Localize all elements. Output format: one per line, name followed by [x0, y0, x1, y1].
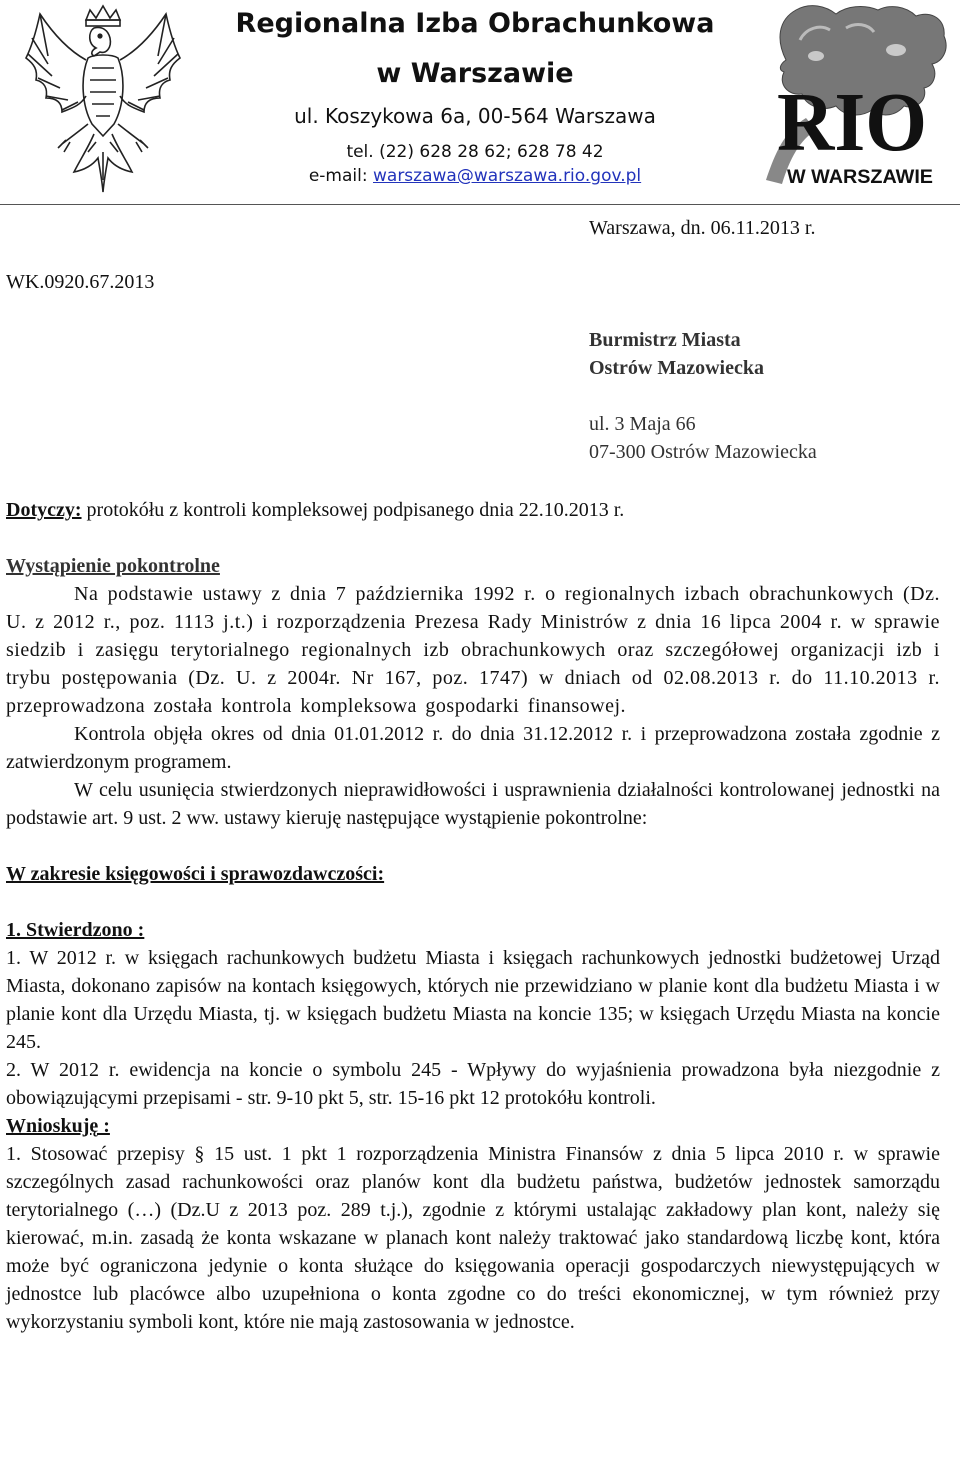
section-title: Wystąpienie pokontrolne: [6, 555, 220, 577]
recipient-title: Burmistrz Miasta: [589, 329, 741, 351]
finding-item-1: 1. W 2012 r. w księgach rachunkowych budżetu Miasta i księgach rachunkowych jednostki budżetowej Urząd Miasta, dokonano zapisów na kontach księgowych, których nie przewidziano w planie kont dla budżetu Miasta i w planie kont dla Urzędu Miasta, tj. w księgach budżetu Miasta na koncie 135; w księgach Urzędu Miasta na koncie 245.: [6, 947, 940, 1053]
institution-phone: tel. (22) 628 28 62; 628 78 42: [346, 142, 604, 162]
institution-name: Regionalna Izba Obrachunkowa: [235, 8, 715, 39]
institution-email-line: [200, 166, 750, 186]
rio-logo-subtext: W WARSZAWIE: [787, 167, 933, 188]
recipient-street: ul. 3 Maja 66: [589, 413, 696, 435]
purpose-paragraph: W celu usunięcia stwierdzonych nieprawidłowości i usprawnienia działalności kontrolowanej jednostki na podstawie art. 9 ust. 2 ww. ustawy kieruję następujące wystąpienie pokontrolne:: [6, 779, 940, 829]
letter-date: Warszawa, dn. 06.11.2013 r.: [589, 217, 816, 239]
recipient-city: 07-300 Ostrów Mazowiecka: [589, 441, 817, 463]
scope-paragraph: Kontrola objęła okres od dnia 01.01.2012 r. do dnia 31.12.2012 r. i przeprowadzona została zgodnie z zatwierdzonym programem.: [6, 723, 940, 773]
area-heading: W zakresie księgowości i sprawozdawczości:: [6, 863, 385, 885]
subject-label: Dotyczy:: [6, 499, 82, 521]
institution-city: w Warszawie: [376, 58, 574, 89]
header-divider: [0, 204, 960, 205]
intro-paragraph: Na podstawie ustawy z dnia 7 października 1992 r. o regionalnych izbach obrachunkowych (Dz. U. z 2012 r., poz. 1113 j.t.) i rozporządzenia Prezesa Rady Ministrów z dnia 16 lipca 2004 r. w sprawie siedzib i zasięgu terytorialnego regionalnych izb obrachunkowych oraz szczegółowej organizacji izb i trybu postępowania (Dz. U. z 2004r. Nr 167, poz. 1747) w dniach od 02.08.2013 r. do 11.10.2013 r. przeprowadzona została kontrola kompleksowa gospodarki finansowej.: [6, 583, 940, 717]
subject-line: [6, 496, 624, 524]
finding-item-2: 2. W 2012 r. ewidencja na koncie o symbolu 245 - Wpływy do wyjaśnienia prowadzona była niezgodnie z obowiązującymi przepisami - str. 9-10 pkt 5, str. 15-16 pkt 12 protokółu kontroli.: [6, 1059, 940, 1109]
rio-logo: [756, 0, 952, 200]
recipient-name: Ostrów Mazowiecka: [589, 357, 764, 379]
rio-logo-text: RIO: [777, 76, 927, 169]
polish-eagle-emblem: [18, 2, 188, 202]
subject-text: protokółu z kontroli kompleksowej podpisanego dnia 22.10.2013 r.: [81, 499, 625, 521]
letter-reference: WK.0920.67.2013: [6, 271, 155, 293]
email-label: e-mail:: [308, 166, 373, 186]
requests-heading: Wnioskuję :: [6, 1115, 110, 1137]
request-item-1: 1. Stosować przepisy § 15 ust. 1 pkt 1 rozporządzenia Ministra Finansów z dnia 5 lipca 2010 r. w sprawie szczególnych zasad rachunkowości oraz planów kont dla budżetu państwa, budżetów jednostek samorządu terytorialnego (…) (Dz.U z 2013 poz. 289 t.j.), zgodnie z którymi ustalając zakładowy plan kont, należy się kierować, m.in. zasadą że konta wskazane w planach kont należy traktować jako standardową liczbę kont, która może być ograniczona jedynie o konta służące do księgowania operacji gospodarczych niewystępujących w jednostce lub placówce albo uzupełniona o konta zgodne co do treści ekonomicznej, w tym również przy wykorzystaniu symboli kont, które nie mają zastosowania w jednostce.: [6, 1143, 940, 1333]
findings-heading: 1. Stwierdzono :: [6, 919, 145, 941]
email-link[interactable]: warszawa@warszawa.rio.gov.pl: [373, 166, 642, 186]
institution-address: ul. Koszykowa 6a, 00-564 Warszawa: [294, 104, 656, 128]
